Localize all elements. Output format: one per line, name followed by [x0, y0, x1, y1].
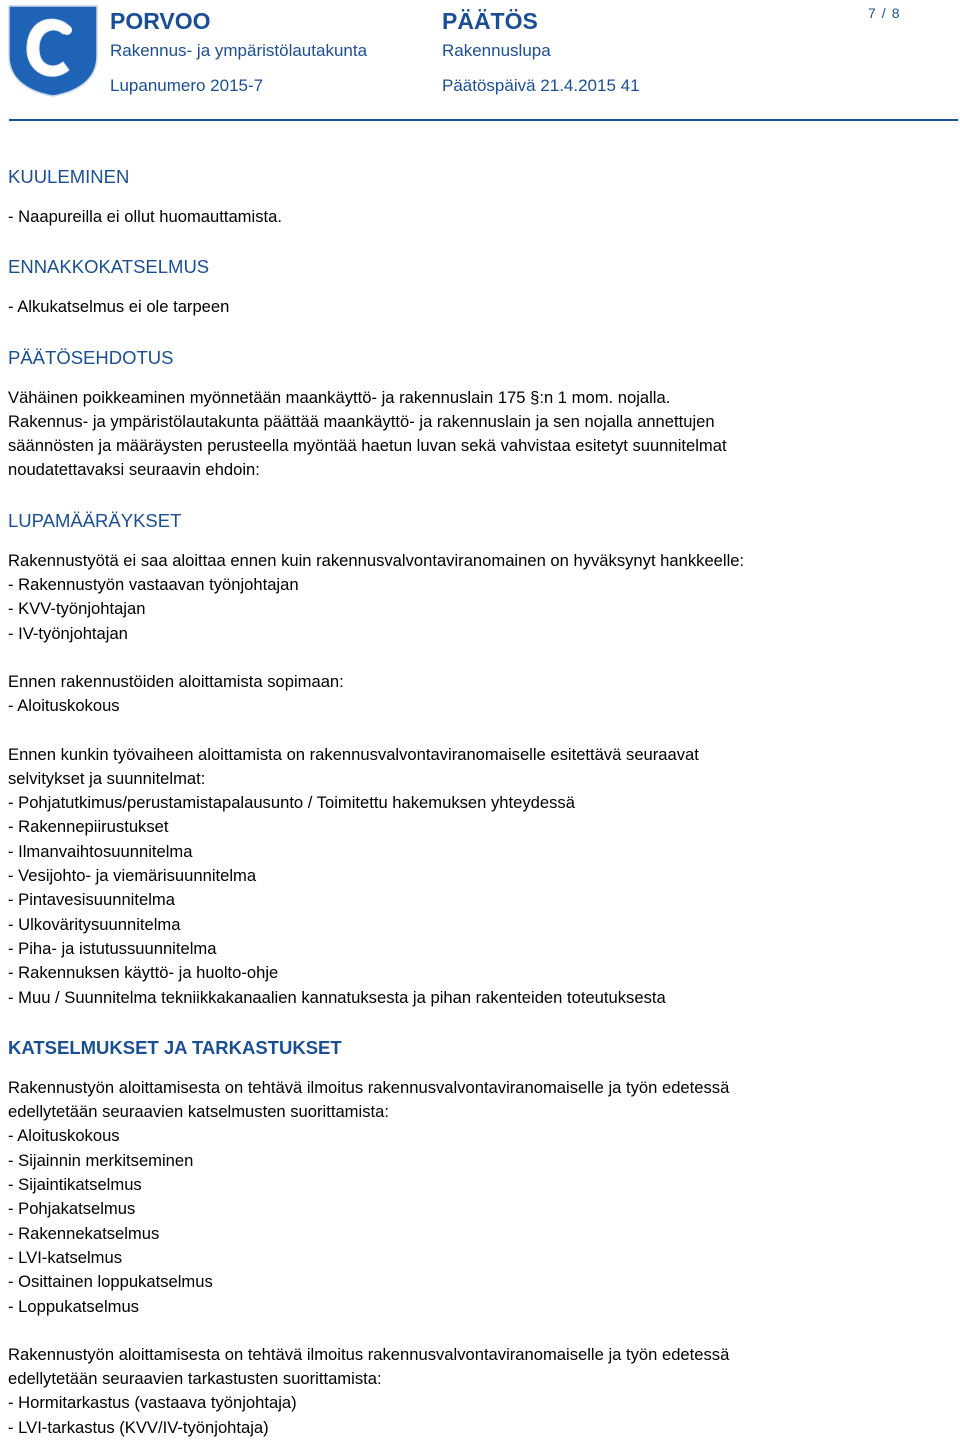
paatosehdotus-line: Vähäinen poikkeaminen myönnetään maankäyttö- ja rakennuslain 175 §:n 1 mom. nojalla. — [8, 387, 671, 407]
permit-number: Lupanumero 2015-7 — [110, 76, 264, 95]
tarkastukset-line: - LVI-tarkastus (KVV/IV-työnjohtaja) — [8, 1417, 269, 1437]
page-number — [868, 5, 899, 21]
tarkastukset-line: Rakennustyön aloittamisesta on tehtävä ilmoitus rakennusvalvontaviranomaiselle ja työn edetessä — [8, 1344, 730, 1364]
lupamaaraykset-line: - Piha- ja istutussuunnitelma — [8, 938, 217, 958]
page-current: 7 — [868, 5, 876, 21]
katselmukset-line: - Loppukatselmus — [8, 1296, 139, 1316]
lupamaaraykset-line: - Ilmanvaihtosuunnitelma — [8, 841, 193, 861]
lupamaaraykset-line: - Ulkoväritysuunnitelma — [8, 914, 181, 934]
ennakkokatselmus-line: - Alkukatselmus ei ole tarpeen — [8, 297, 230, 317]
lupamaaraykset-line: - Pintavesisuunnitelma — [8, 890, 175, 910]
paatosehdotus-line: noudatettavaksi seuraavin ehdoin: — [8, 460, 260, 480]
katselmukset-line: - Aloituskokous — [8, 1126, 120, 1146]
katselmukset-line: - Sijaintikatselmus — [8, 1175, 142, 1195]
document-header — [0, 0, 960, 122]
katselmukset-line: - Osittainen loppukatselmus — [8, 1272, 213, 1292]
katselmukset-line: - Rakennekatselmus — [8, 1223, 160, 1243]
lupamaaraykset-line: - Pohjatutkimus/perustamistapalausunto / Toimitettu hakemuksen yhteydessä — [8, 793, 575, 813]
lupamaaraykset-line: - IV-työnjohtajan — [8, 623, 128, 643]
katselmukset-line: - LVI-katselmus — [8, 1247, 123, 1267]
tarkastukset-line: - Hormitarkastus (vastaava työnjohtaja) — [8, 1393, 297, 1413]
lupamaaraykset-line: selvitykset ja suunnitelmat: — [8, 768, 206, 788]
lupamaaraykset-line: Rakennustyötä ei saa aloittaa ennen kuin rakennusvalvontaviranomainen on hyväksynyt hankkeelle: — [8, 550, 745, 570]
lupamaaraykset-line: Ennen rakennustöiden aloittamista sopimaan: — [8, 671, 344, 691]
porvoo-coat-of-arms-icon — [7, 4, 99, 98]
page-total: 8 — [891, 5, 900, 21]
header-divider — [9, 119, 958, 121]
decision-date: Päätöspäivä 21.4.2015 41 — [442, 76, 640, 95]
tarkastukset-line: edellytetään seuraavien tarkastusten suorittamista: — [8, 1369, 382, 1389]
lupamaaraykset-line: - Rakennepiirustukset — [8, 817, 169, 837]
lupamaaraykset-line: - KVV-työnjohtajan — [8, 599, 146, 619]
lupamaaraykset-line: - Rakennuksen käyttö- ja huolto-ohje — [8, 963, 279, 983]
katselmukset-line: - Pohjakatselmus — [8, 1199, 136, 1219]
page-separator: / — [881, 5, 886, 21]
paatosehdotus-line: säännösten ja määräysten perusteella myöntää haetun luvan sekä vahvistaa esitetyt suunnitelmat — [8, 436, 727, 456]
municipality-name: PORVOO — [110, 8, 211, 34]
section-title-lupamaaraykset: LUPAMÄÄRÄYKSET — [8, 509, 182, 531]
paatosehdotus-line: Rakennus- ja ympäristölautakunta päättää maankäyttö- ja rakennuslain ja sen nojalla annettujen — [8, 411, 715, 431]
kuuleminen-line: - Naapureilla ei ollut huomauttamista. — [8, 207, 282, 226]
document-body — [8, 163, 953, 1440]
katselmukset-line: Rakennustyön aloittamisesta on tehtävä ilmoitus rakennusvalvontaviranomaiselle ja työn edetessä — [8, 1077, 730, 1097]
document-type: PÄÄTÖS — [442, 8, 538, 34]
lupamaaraykset-line: - Aloituskokous — [8, 696, 120, 716]
lupamaaraykset-line: - Rakennustyön vastaavan työnjohtajan — [8, 575, 299, 595]
section-title-katselmukset: KATSELMUKSET JA TARKASTUKSET — [8, 1036, 342, 1058]
section-title-ennakkokatselmus: ENNAKKOKATSELMUS — [8, 256, 210, 278]
katselmukset-line: - Sijainnin merkitseminen — [8, 1150, 194, 1170]
katselmukset-line: edellytetään seuraavien katselmusten suorittamista: — [8, 1102, 389, 1122]
permit-type: Rakennuslupa — [442, 41, 551, 60]
board-name: Rakennus- ja ympäristölautakunta — [110, 41, 368, 60]
lupamaaraykset-line: - Vesijohto- ja viemärisuunnitelma — [8, 866, 257, 886]
lupamaaraykset-line: Ennen kunkin työvaiheen aloittamista on rakennusvalvontaviranomaiselle esitettävä seuraavat — [8, 744, 699, 764]
lupamaaraykset-line: - Muu / Suunnitelma tekniikkakanaalien kannatuksesta ja pihan rakenteiden toteutuksesta — [8, 987, 666, 1007]
section-title-paatosehdotus: PÄÄTÖSEHDOTUS — [8, 346, 174, 368]
section-title-kuuleminen: KUULEMINEN — [8, 166, 130, 187]
